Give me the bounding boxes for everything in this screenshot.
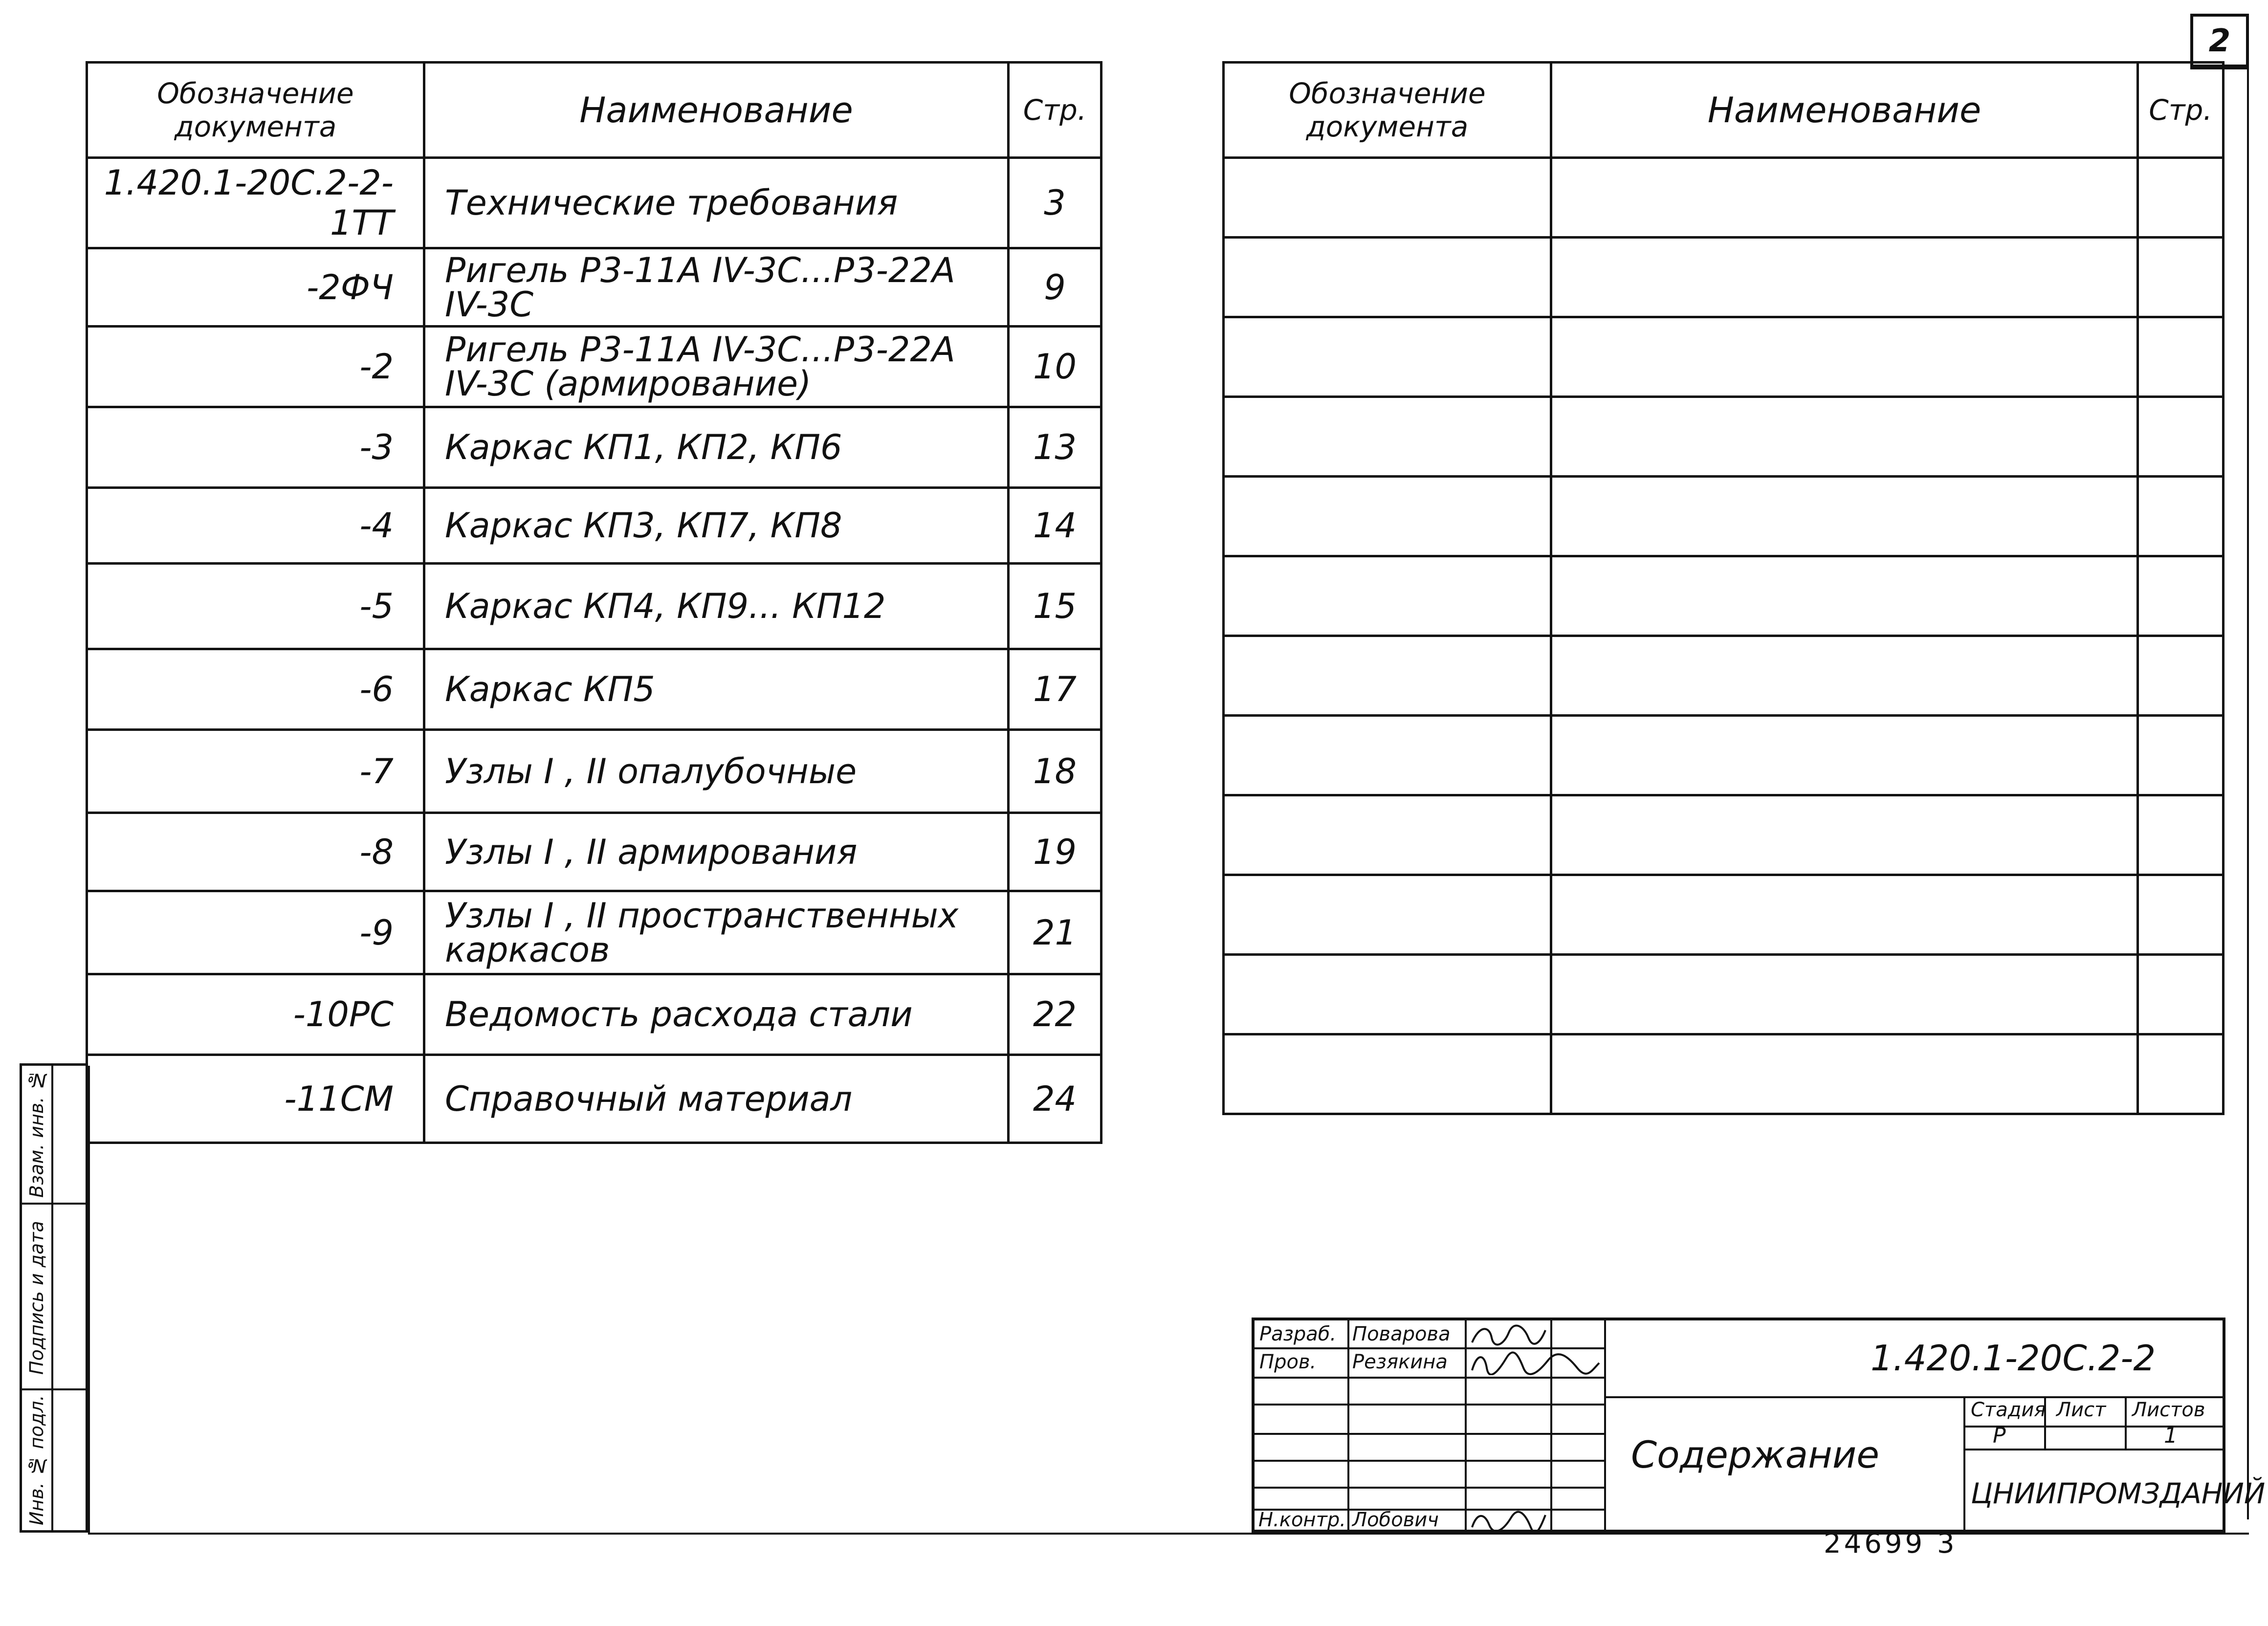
sheet-number: 2	[2208, 23, 2231, 59]
header-page: Стр.	[2138, 63, 2224, 158]
code-cell: -4	[87, 488, 424, 564]
name-cell	[1551, 716, 2138, 795]
table-row	[87, 407, 1101, 488]
code-cell	[1224, 317, 1551, 397]
code-cell: -2	[87, 327, 424, 407]
page-cell: 14	[1009, 488, 1101, 564]
razrab-name: Поварова	[1352, 1323, 1451, 1345]
side-stamp	[20, 1063, 88, 1533]
page-cell	[2138, 238, 2224, 317]
name-cell: Узлы I , II армирования	[424, 813, 1009, 891]
header-page: Стр.	[1009, 63, 1101, 158]
header-designation: Обозначение документа	[87, 63, 424, 158]
signature-3	[1470, 1510, 1548, 1532]
stadia-label: Стадия	[1971, 1399, 2046, 1421]
stadia-value: Р	[1993, 1423, 2006, 1448]
table-row	[87, 649, 1101, 730]
name-cell	[1551, 158, 2138, 238]
name-cell: Узлы I , II опалубочные	[424, 730, 1009, 813]
page-cell: 21	[1009, 891, 1101, 974]
code-cell: -11СМ	[87, 1055, 424, 1143]
code-cell: -8	[87, 813, 424, 891]
name-cell: Каркас КП5	[424, 649, 1009, 730]
code-cell	[1224, 716, 1551, 795]
page-cell: 22	[1009, 974, 1101, 1055]
signature-1	[1470, 1323, 1548, 1347]
page-cell: 17	[1009, 649, 1101, 730]
name-cell: Узлы I , II пространственных каркасов	[424, 891, 1009, 974]
code-cell	[1224, 1034, 1551, 1114]
code-cell	[1224, 238, 1551, 317]
code-cell: -6	[87, 649, 424, 730]
name-cell: Каркас КП3, КП7, КП8	[424, 488, 1009, 564]
table-row	[87, 891, 1101, 974]
code-cell	[1224, 397, 1551, 477]
page-cell	[2138, 397, 2224, 477]
name-cell: Ведомость расхода стали	[424, 974, 1009, 1055]
frame-right-line	[2247, 14, 2249, 1519]
page-cell	[2138, 556, 2224, 636]
table-row	[1224, 317, 2224, 397]
table-row	[1224, 716, 2224, 795]
table-row	[87, 974, 1101, 1055]
page-cell	[2138, 317, 2224, 397]
code-cell	[1224, 477, 1551, 556]
table-row	[1224, 238, 2224, 317]
page-cell: 9	[1009, 248, 1101, 327]
code-cell	[1224, 636, 1551, 716]
organization: ЦНИИПРОМЗДАНИЙ	[1971, 1477, 2266, 1510]
page-cell	[2138, 158, 2224, 238]
code-cell: 1.420.1-20С.2-2-1ТТ	[87, 158, 424, 248]
sheet-number-box	[2190, 14, 2249, 67]
code-cell	[1224, 795, 1551, 875]
code-cell: -2ФЧ	[87, 248, 424, 327]
side-inv-podl: Инв. № подл.	[26, 1395, 47, 1525]
name-cell: Ригель Р3-11А IV-3С...Р3-22А IV-3С (армирование)	[424, 327, 1009, 407]
prov-label: Пров.	[1259, 1351, 1317, 1373]
name-cell	[1551, 875, 2138, 955]
table-row	[1224, 1034, 2224, 1114]
name-cell: Справочный материал	[424, 1055, 1009, 1143]
table-header-row	[87, 63, 1101, 158]
page-cell: 3	[1009, 158, 1101, 248]
prov-name: Резякина	[1352, 1351, 1448, 1373]
code-cell	[1224, 955, 1551, 1034]
side-podpis-data: Подпись и дата	[26, 1221, 47, 1375]
header-name: Наименование	[424, 63, 1009, 158]
page-cell	[2138, 716, 2224, 795]
right-contents-table	[1222, 61, 2224, 1115]
header-name: Наименование	[1551, 63, 2138, 158]
code-cell: -3	[87, 407, 424, 488]
code-cell: -7	[87, 730, 424, 813]
razrab-label: Разраб.	[1259, 1323, 1337, 1345]
table-row	[1224, 955, 2224, 1034]
name-cell	[1551, 636, 2138, 716]
table-row	[1224, 875, 2224, 955]
table-row	[87, 488, 1101, 564]
page-cell	[2138, 875, 2224, 955]
title-block	[1252, 1318, 2266, 1533]
table-row	[1224, 477, 2224, 556]
signature-2	[1470, 1351, 1602, 1375]
code-cell	[1224, 875, 1551, 955]
table-row	[87, 1055, 1101, 1143]
name-cell	[1551, 1034, 2138, 1114]
name-cell	[1551, 238, 2138, 317]
page-cell	[2138, 1034, 2224, 1114]
list-label: Лист	[2056, 1399, 2106, 1421]
left-contents-table	[86, 61, 1102, 1144]
table-row	[1224, 556, 2224, 636]
name-cell: Технические требования	[424, 158, 1009, 248]
document-title: Содержание	[1631, 1433, 1879, 1476]
page-cell: 10	[1009, 327, 1101, 407]
table-row	[87, 564, 1101, 649]
name-cell	[1551, 317, 2138, 397]
code-cell	[1224, 158, 1551, 238]
table-row	[87, 730, 1101, 813]
code-cell	[1224, 556, 1551, 636]
page-cell: 15	[1009, 564, 1101, 649]
table-row	[1224, 397, 2224, 477]
listov-label: Листов	[2132, 1399, 2205, 1421]
name-cell: Ригель Р3-11А IV-3С...Р3-22А IV-3С	[424, 248, 1009, 327]
page-cell	[2138, 636, 2224, 716]
page-cell: 24	[1009, 1055, 1101, 1143]
table-header-row	[1224, 63, 2224, 158]
n-kontr-label: Н.контр.	[1258, 1509, 1346, 1531]
name-cell	[1551, 795, 2138, 875]
table-row	[1224, 795, 2224, 875]
code-cell: -9	[87, 891, 424, 974]
page-cell: 18	[1009, 730, 1101, 813]
name-cell	[1551, 397, 2138, 477]
list-value: 1	[2164, 1423, 2178, 1448]
page-cell: 19	[1009, 813, 1101, 891]
code-cell: -5	[87, 564, 424, 649]
archive-number: 24699 3	[1824, 1528, 1958, 1560]
table-row	[87, 813, 1101, 891]
page-cell	[2138, 477, 2224, 556]
table-row	[1224, 636, 2224, 716]
page-cell	[2138, 955, 2224, 1034]
name-cell	[1551, 556, 2138, 636]
table-row	[87, 248, 1101, 327]
name-cell	[1551, 477, 2138, 556]
table-row	[1224, 158, 2224, 238]
name-cell: Каркас КП1, КП2, КП6	[424, 407, 1009, 488]
page-cell	[2138, 795, 2224, 875]
n-kontr-name: Лобович	[1352, 1509, 1439, 1531]
page-cell: 13	[1009, 407, 1101, 488]
table-row	[87, 158, 1101, 248]
code-cell: -10РС	[87, 974, 424, 1055]
name-cell: Каркас КП4, КП9... КП12	[424, 564, 1009, 649]
name-cell	[1551, 955, 2138, 1034]
document-code: 1.420.1-20С.2-2	[1871, 1338, 2156, 1379]
table-row	[87, 327, 1101, 407]
side-vzam-inv: Взам. инв. №	[26, 1069, 47, 1198]
header-designation: Обозначение документа	[1224, 63, 1551, 158]
